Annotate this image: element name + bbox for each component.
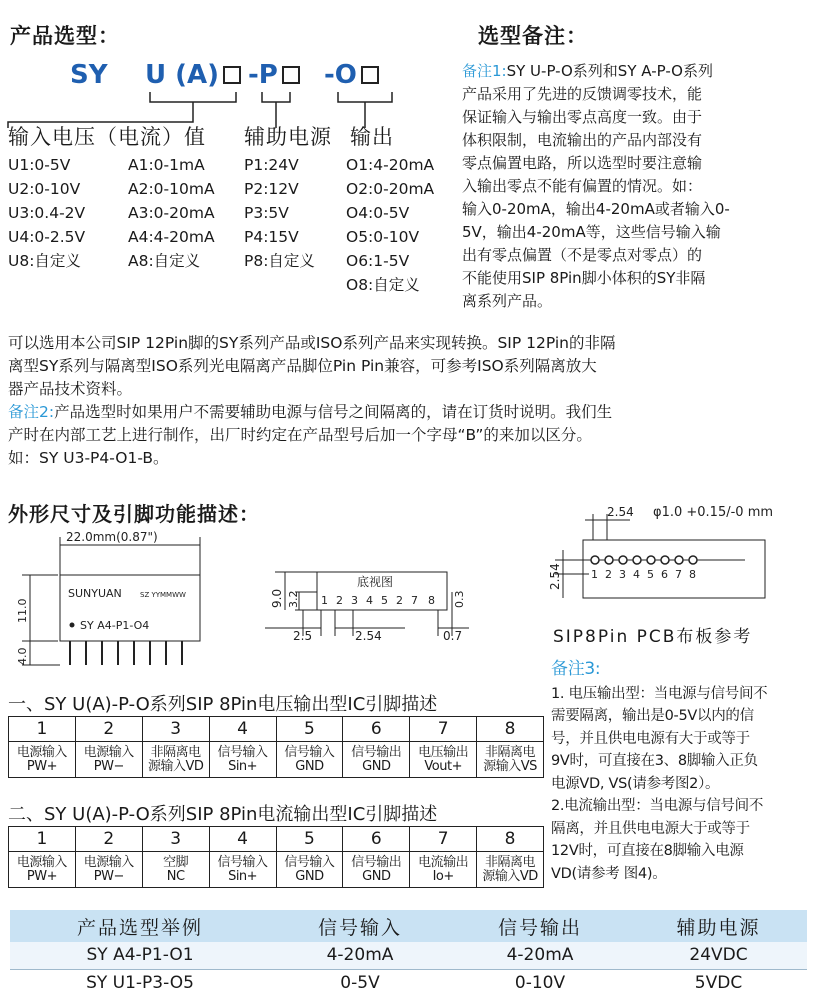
- note1-label: 备注1:: [462, 62, 507, 80]
- option-item: A1:0-1mA: [128, 156, 205, 174]
- example-table: [10, 910, 807, 996]
- pin-number: 2: [75, 827, 142, 852]
- bottom-h1-label: 9.0: [270, 588, 284, 608]
- option-item: A8:自定义: [128, 252, 201, 270]
- pin-desc: 信号输出 GND: [343, 852, 410, 888]
- model-p: -P: [248, 60, 300, 90]
- side-model: SY A4-P1-O4: [80, 619, 150, 632]
- bottom-d3-label: 0.7: [443, 629, 463, 643]
- bottom-pin-label: 1: [321, 594, 328, 607]
- option-item: P8:自定义: [244, 252, 315, 270]
- pcb-pin-label: 4: [633, 568, 640, 581]
- pin-number: 2: [75, 717, 142, 742]
- bottom-pin-label: 2: [336, 594, 343, 607]
- pin-number: 1: [9, 827, 76, 852]
- pin-number: 3: [142, 827, 209, 852]
- pcb-pin-label: 7: [675, 568, 682, 581]
- option-item: U1:0-5V: [8, 156, 71, 174]
- bottom-d1-label: 2.5: [293, 629, 313, 643]
- pcb-pin-label: 8: [689, 568, 696, 581]
- bottom-t-label: 0.3: [453, 590, 466, 608]
- note3-block: 备注3: 1. 电压输出型：当电源与信号间不 需要隔离，输出是0-5V以内的信 号，并且供电电源有大于或等于 9V时，可直接在3、8脚输入正负 电源VD, VS(请参考图2）。 2.电流输出型：当电源与信号间不 隔离，并且供电电源大于或等于 12V时，可直接在8脚输入电源 VD(请参考 图4)。: [551, 658, 813, 885]
- note1-block: 备注1:SY U-P-O系列和SY A-P-O系列 产品采用了先进的反馈调零技术，能 保证输入与输出零点高度一致。由于 体积限制，电流输出的产品内部没有 零点偏置电路，所以选型时要注意输 入输出零点不能有偏置的情况。如： 输入0-20mA，输出4-20mA或者输入0- 5V，输出4-20mA等，这些信号输入输 出有零点偏置（不是零点对零点）的 不能使用SIP 8Pin脚小体积的SY非隔 离系列产品。: [462, 62, 730, 310]
- bottom-pin-label: 5: [381, 594, 388, 607]
- pin-table-current: [8, 826, 544, 888]
- bottom-pin-label: 8: [428, 594, 435, 607]
- table-row: SY U1-P3-O5 0-5V 0-10V 5VDC: [86, 972, 743, 993]
- pin-desc: 信号输入 GND: [276, 742, 343, 778]
- option-item: A3:0-20mA: [128, 204, 215, 222]
- option-item: U2:0-10V: [8, 180, 81, 198]
- pin1-dot-icon: [70, 623, 75, 628]
- side-brand: SUNYUAN: [68, 587, 122, 600]
- bottom-pin-label: 4: [366, 594, 373, 607]
- option-item: P3:5V: [244, 204, 289, 222]
- pin-desc: 信号输入 Sin+: [209, 742, 276, 778]
- pcb-pin-label: 6: [661, 568, 668, 581]
- note3-label: 备注3:: [551, 659, 601, 679]
- remarks-heading: 选型备注：: [478, 24, 588, 48]
- pcb-hole-label: φ1.0 +0.15/-0 mm: [653, 505, 774, 520]
- pin-desc: 非隔离电 源输入VS: [477, 742, 544, 778]
- pin-number: 1: [9, 717, 76, 742]
- placeholder-box-icon: [282, 66, 300, 84]
- example-header: 产品选型举例: [10, 910, 270, 942]
- pin-desc: 空脚 NC: [142, 852, 209, 888]
- pin-number: 5: [276, 717, 343, 742]
- option-list-o: [346, 153, 434, 297]
- side-view-drawing: [0, 525, 215, 675]
- placeholder-box-icon: [361, 66, 379, 84]
- option-item: U8:自定义: [8, 252, 81, 270]
- col-title-aux: 辅助电源: [244, 125, 332, 149]
- pcb-pin-label: 3: [619, 568, 626, 581]
- option-item: O1:4-20mA: [346, 156, 435, 174]
- option-list-u: [8, 153, 85, 273]
- bottom-pin-label: 2: [396, 594, 403, 607]
- pcb-caption: SIP8Pin PCB布板参考: [553, 627, 753, 647]
- side-height-label: 11.0: [16, 598, 29, 623]
- pin-desc: 电流输出 Io+: [410, 852, 477, 888]
- option-item: P4:15V: [244, 228, 299, 246]
- model-sy: SY: [70, 60, 108, 90]
- pcb-pitch-label: 2.54: [607, 505, 634, 519]
- example-header: 信号输入: [270, 910, 450, 942]
- option-item: U4:0-2.5V: [8, 228, 86, 246]
- dimensions-heading: 外形尺寸及引脚功能描述：: [8, 502, 260, 526]
- pin-number: 8: [477, 827, 544, 852]
- option-item: U3:0.4-2V: [8, 204, 86, 222]
- pin-desc: 信号输入 GND: [276, 852, 343, 888]
- example-header: 辅助电源: [630, 910, 807, 942]
- pin-number: 6: [343, 717, 410, 742]
- pin-number: 5: [276, 827, 343, 852]
- model-o: -O: [324, 60, 379, 90]
- table1-title: 一、SY U(A)-P-O系列SIP 8Pin电压输出型IC引脚描述: [8, 694, 438, 715]
- pin-number: 6: [343, 827, 410, 852]
- model-u: U (A): [145, 60, 241, 90]
- pin-desc: 信号输入 Sin+: [209, 852, 276, 888]
- bottom-d2-label: 2.54: [355, 629, 382, 643]
- option-item: O2:0-20mA: [346, 180, 435, 198]
- option-item: P2:12V: [244, 180, 299, 198]
- option-item: O8:自定义: [346, 276, 420, 294]
- option-item: P1:24V: [244, 156, 299, 174]
- pin-number: 3: [142, 717, 209, 742]
- pin-desc: 电源输入 PW+: [9, 852, 76, 888]
- side-width-label: 22.0mm(0.87"): [66, 530, 158, 544]
- option-item: A2:0-10mA: [128, 180, 215, 198]
- pin-number: 7: [410, 717, 477, 742]
- option-item: O5:0-10V: [346, 228, 420, 246]
- pin-desc: 电源输入 PW+: [9, 742, 76, 778]
- pcb-pin-label: 1: [591, 568, 598, 581]
- pin-number: 7: [410, 827, 477, 852]
- pin-table-voltage: [8, 716, 544, 778]
- pcb-side-label: 2.54: [548, 563, 562, 590]
- pin-number: 8: [477, 717, 544, 742]
- col-title-output: 输出: [350, 125, 394, 149]
- pin-desc: 电压输出 Vout+: [410, 742, 477, 778]
- table-row: SY A4-P1-O1 4-20mA 4-20mA 24VDC: [10, 942, 807, 969]
- bottom-pin-label: 3: [351, 594, 358, 607]
- pcb-drawing: [545, 500, 815, 620]
- pin-number: 4: [209, 717, 276, 742]
- side-pinlen-label: 4.0: [16, 647, 29, 665]
- full-width-remark: 可以选用本公司SIP 12Pin脚的SY系列产品或ISO系列产品来实现转换。SIP 12Pin的非隔 离型SY系列与隔离型ISO系列光电隔离产品脚位Pin Pin兼容，可参考ISO系列隔离放大 器产品技术资料。 备注2:产品选型时如果用户不需要辅助电源与信号之间隔离的，请在订货时说明。我们生 产时在内部工艺上进行制作，出厂时约定在产品型号后加一个字母“B”的来加以区分。 如：SY U3-P4-O1-B。: [8, 334, 616, 467]
- col-title-input: 输入电压（电流）值: [8, 125, 206, 149]
- pin-desc: 电源输入 PW−: [75, 852, 142, 888]
- pin-desc: 非隔离电 源输入VD: [477, 852, 544, 888]
- option-item: O4:0-5V: [346, 204, 410, 222]
- note2-label: 备注2:: [8, 403, 55, 421]
- pcb-pin-label: 5: [647, 568, 654, 581]
- pin-number: 4: [209, 827, 276, 852]
- bottom-pin-label: 7: [411, 594, 418, 607]
- option-list-a: [128, 153, 215, 273]
- bottom-view-drawing: [255, 570, 470, 650]
- pin-desc: 电源输入 PW−: [75, 742, 142, 778]
- table2-title: 二、SY U(A)-P-O系列SIP 8Pin电流输出型IC引脚描述: [8, 804, 438, 825]
- bottom-h2-label: 3.2: [287, 590, 300, 608]
- pin-desc: 信号输出 GND: [343, 742, 410, 778]
- placeholder-box-icon: [223, 66, 241, 84]
- pcb-pin-label: 2: [605, 568, 612, 581]
- pin-desc: 非隔离电 源输入VD: [142, 742, 209, 778]
- selection-heading: 产品选型：: [10, 24, 120, 48]
- option-item: O6:1-5V: [346, 252, 410, 270]
- side-date: SZ YYMMWW: [140, 591, 186, 599]
- option-item: A4:4-20mA: [128, 228, 215, 246]
- bottom-title: 底视图: [357, 575, 394, 589]
- option-list-p: [244, 153, 315, 273]
- example-header: 信号输出: [450, 910, 630, 942]
